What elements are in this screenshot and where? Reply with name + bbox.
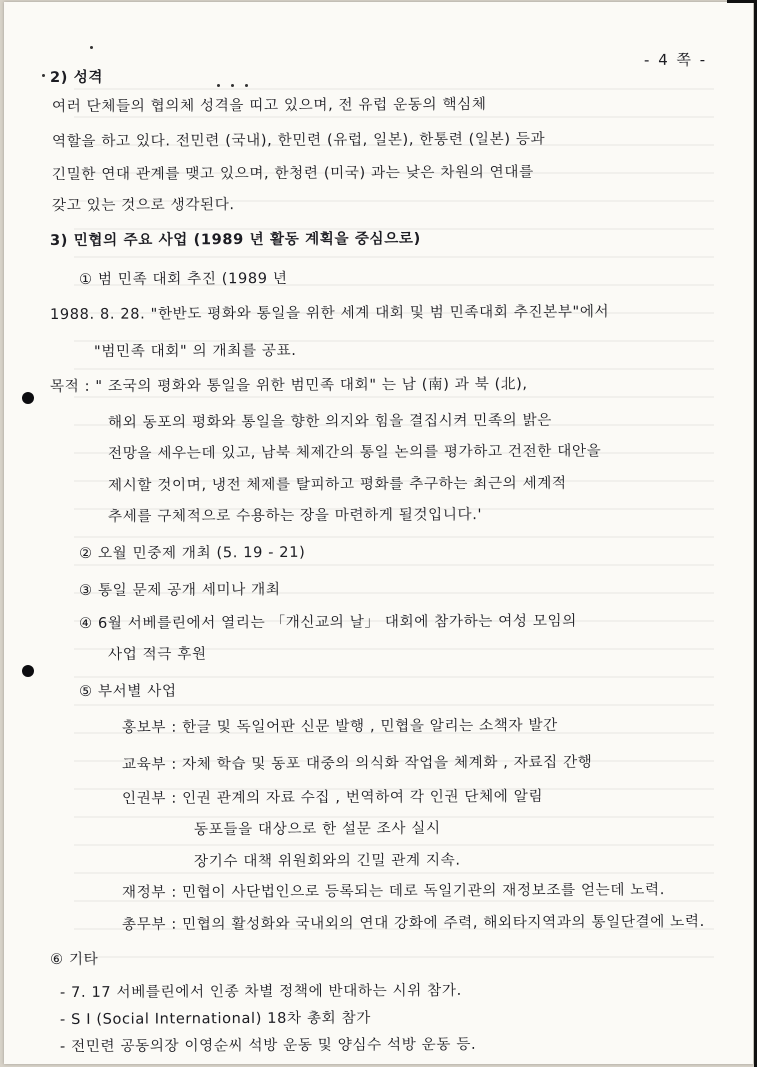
text-line: 사업 적극 후원 [107, 645, 207, 663]
text-line: 갖고 있는 것으로 생각된다. [51, 196, 235, 214]
section-heading: 3) 민협의 주요 사업 (1989 년 활동 계획을 중심으로) [49, 230, 421, 249]
item-title: ③ 통일 문제 공개 세미나 개최 [78, 580, 281, 599]
text-line: 장기수 대책 위원회와의 긴밀 관계 지속. [193, 851, 461, 870]
emphasis-dot [245, 84, 248, 87]
page-number: - 4 쪽 - [643, 50, 708, 69]
section-heading: 2) 성격 [49, 68, 104, 86]
text-line: 동포들을 대상으로 한 설문 조사 실시 [193, 819, 441, 838]
punch-hole [22, 392, 34, 404]
text-line: 긴밀한 연대 관계를 맺고 있으며, 한청련 (미국) 과는 낮은 차원의 연대를 [51, 163, 534, 183]
text-line: 1988. 8. 28. "한반도 평화와 통일을 위한 세계 대회 및 범 민족대회 추진본부"에서 [49, 303, 610, 323]
text-line: 총무부 : 민협의 활성화와 국내외의 연대 강화에 주력, 해외타지역과의 통일단결에 노력. [121, 912, 705, 933]
text-line: 여러 단체들의 협의체 성격을 띠고 있으며, 전 유럽 운동의 핵심체 [51, 95, 487, 115]
text-line: 홍보부 : 한글 및 독일어판 신문 발행 , 민협을 알리는 소책자 발간 [121, 716, 558, 736]
text-line: 인권부 : 인권 관계의 자료 수집 , 번역하여 각 인권 단체에 알림 [121, 787, 544, 807]
emphasis-dot [231, 84, 234, 87]
text-line: 해외 동포의 평화와 통일을 향한 의지와 힘을 결집시켜 민족의 밝은 [107, 411, 553, 431]
stray-mark [90, 46, 93, 49]
scan-edge [727, 0, 757, 3]
document-page [4, 2, 753, 1064]
item-title: ⑤ 부서별 사업 [78, 682, 177, 700]
item-title: ② 오월 민중제 개최 (5. 19 - 21) [78, 543, 306, 562]
stray-mark [42, 74, 45, 77]
punch-hole [22, 665, 34, 677]
item-title: ① 범 민족 대회 추진 (1989 년 [78, 269, 288, 288]
text-line: 재정부 : 민협이 사단법인으로 등록되는 데로 독일기관의 재정보조를 얻는데 노력. [121, 881, 665, 901]
text-line: 전망을 세우는데 있고, 남북 체제간의 통일 논의를 평가하고 건전한 대안을 [107, 442, 602, 462]
text-line: - S I (Social International) 18차 총회 참가 [59, 1009, 372, 1028]
text-line: 추세를 구체적으로 수용하는 장을 마련하게 될것입니다.' [107, 506, 483, 525]
item-title: ⑥ 기타 [49, 950, 99, 968]
text-line: 제시할 것이며, 냉전 체제를 탈피하고 평화를 추구하는 최근의 세계적 [107, 474, 567, 494]
text-line: - 전민련 공동의장 이영순씨 석방 운동 및 양심수 석방 운동 등. [59, 1035, 477, 1055]
text-line: 교육부 : 자체 학습 및 동포 대중의 의식화 작업을 체계화 , 자료집 간행 [121, 753, 593, 773]
text-line: 목적 : " 조국의 평화와 통일을 위한 범민족 대회" 는 남 (南) 과 북 (北), [49, 375, 528, 395]
text-line: "범민족 대회" 의 개최를 공표. [93, 341, 297, 360]
item-title: ④ 6월 서베를린에서 열리는 「개신교의 날」 대회에 참가하는 여성 모임의 [78, 612, 577, 632]
emphasis-dot [217, 84, 220, 87]
text-line: 역할을 하고 있다. 전민련 (국내), 한민련 (유럽, 일본), 한통련 (일본) 등과 [51, 130, 546, 150]
text-line: - 7. 17 서베를린에서 인종 차별 정책에 반대하는 시위 참가. [59, 981, 462, 1001]
